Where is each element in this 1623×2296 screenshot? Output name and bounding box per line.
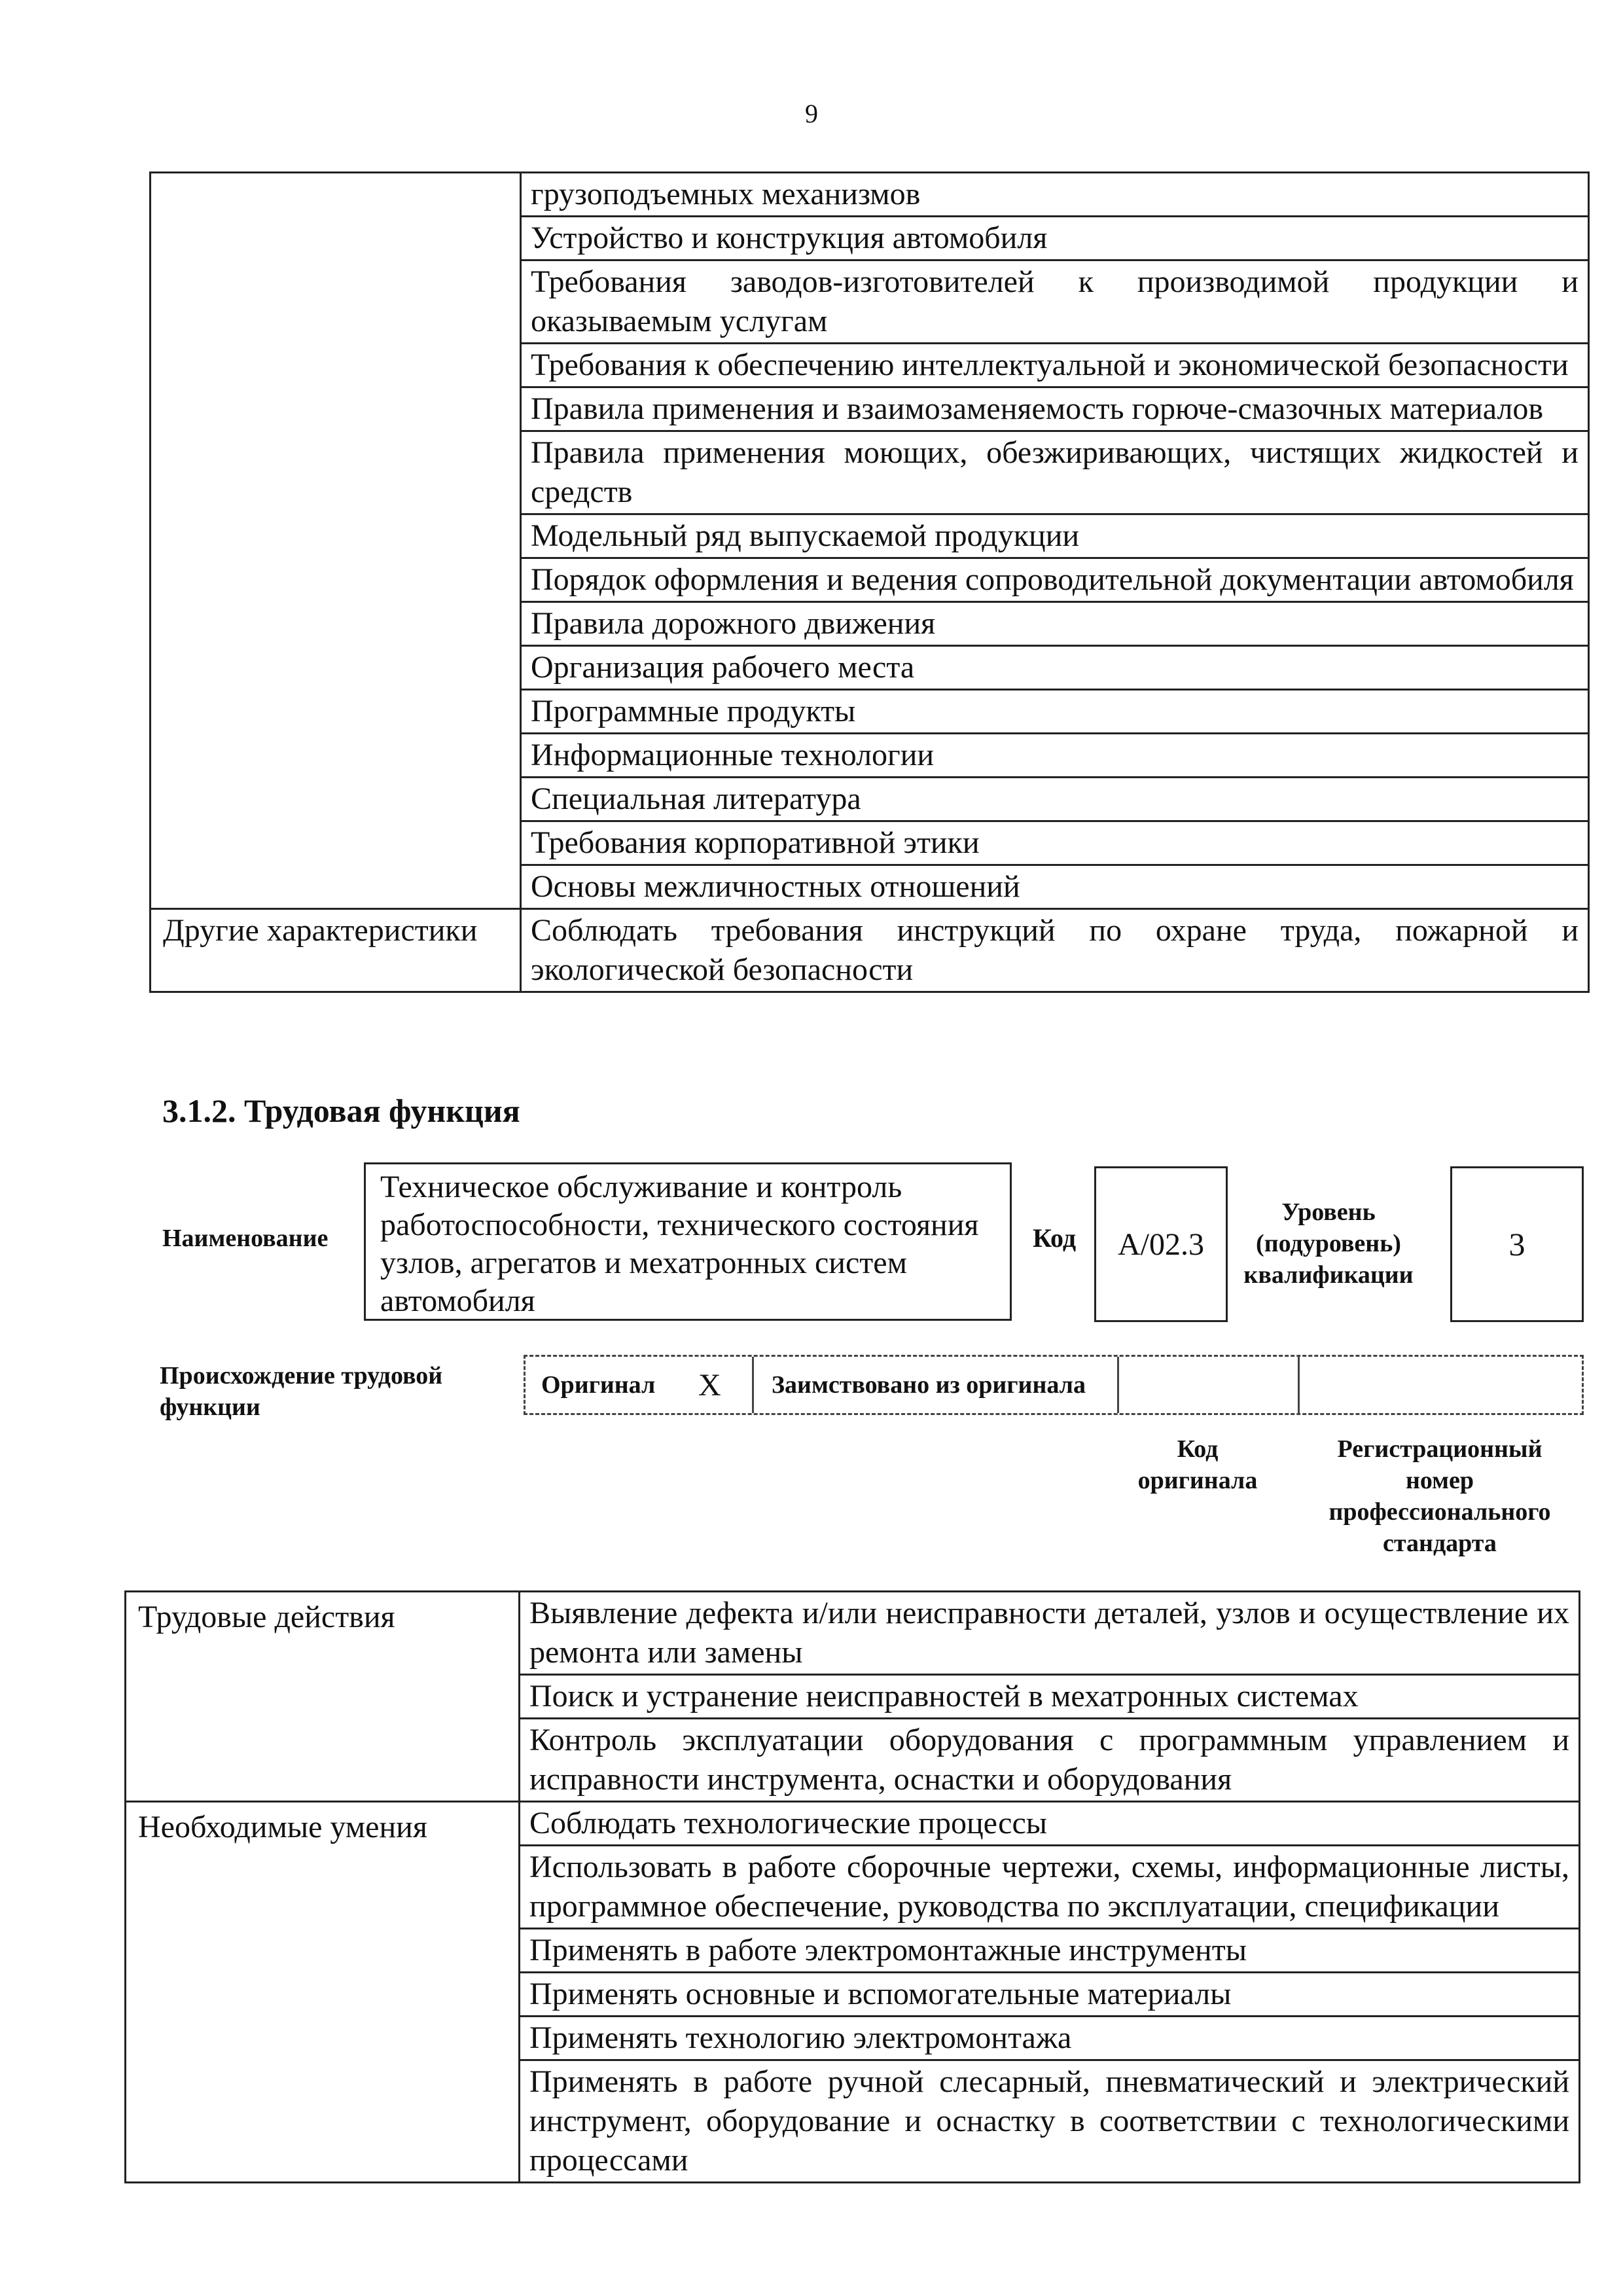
section-title: 3.1.2. Трудовая функция [162, 1092, 520, 1129]
knowledge-item: Правила применения моющих, обезжиривающих, чистящих жидкостей и средств [521, 431, 1589, 514]
function-name-box [364, 1162, 1012, 1321]
skill-item: Применять в работе электромонтажные инструменты [520, 1929, 1580, 1973]
knowledge-item: Информационные технологии [521, 734, 1589, 778]
code-box [1094, 1166, 1228, 1322]
divider [1298, 1357, 1300, 1413]
knowledge-item: Порядок оформления и ведения сопроводительной документации автомобиля [521, 558, 1589, 602]
knowledge-item: Правила дорожного движения [521, 602, 1589, 646]
table-row [151, 173, 1589, 217]
knowledge-table [149, 171, 1590, 993]
origin-row [524, 1355, 1584, 1415]
name-label: Наименование [162, 1225, 329, 1252]
skill-item: Применять основные и вспомогательные материалы [520, 1973, 1580, 2017]
other-characteristics-value: Соблюдать требования инструкций по охране труда, пожарной и экологической безопасности [521, 909, 1589, 992]
skill-item: Соблюдать технологические процессы [520, 1802, 1580, 1846]
knowledge-item: Программные продукты [521, 690, 1589, 734]
knowledge-item: Устройство и конструкция автомобиля [521, 217, 1589, 260]
other-characteristics-label: Другие характеристики [151, 909, 521, 992]
knowledge-item: Требования заводов-изготовителей к производимой продукции и оказываемым услугам [521, 260, 1589, 344]
knowledge-item: Правила применения и взаимозаменяемость горюче-смазочных материалов [521, 387, 1589, 431]
knowledge-item: Требования к обеспечению интеллектуальной и экономической безопасности [521, 344, 1589, 387]
labor-action-item: Поиск и устранение неисправностей в мехатронных системах [520, 1675, 1580, 1719]
skill-item: Применять технологию электромонтажа [520, 2017, 1580, 2060]
knowledge-item: Требования корпоративной этики [521, 821, 1589, 865]
table-row [126, 1592, 1580, 1675]
level-box [1450, 1166, 1584, 1322]
borrowed-label: Заимствовано из оригинала [772, 1371, 1086, 1399]
required-skills-label: Необходимые умения [126, 1802, 520, 2183]
knowledge-label-cell [151, 173, 521, 909]
registration-number-caption: Регистрационный номер профессионального стандарта [1329, 1435, 1551, 1557]
original-mark: X [698, 1367, 721, 1403]
knowledge-item: Организация рабочего места [521, 646, 1589, 690]
level-label: Уровень (подуровень) квалификации [1243, 1198, 1414, 1289]
level-value: 3 [1508, 1226, 1525, 1263]
knowledge-item: Основы межличностных отношений [521, 865, 1589, 909]
labor-actions-label: Трудовые действия [126, 1592, 520, 1802]
knowledge-item: Модельный ряд выпускаемой продукции [521, 514, 1589, 558]
function-name-value: Техническое обслуживание и контроль работоспособности, технического состояния узлов, агрегатов и мехатронных систем автомобиля [380, 1170, 979, 1318]
labor-action-item: Выявление дефекта и/или неисправности деталей, узлов и осуществление их ремонта или замены [520, 1592, 1580, 1675]
original-code-caption: Код оригинала [1137, 1435, 1258, 1494]
table-row [151, 909, 1589, 992]
original-label: Оригинал [541, 1371, 656, 1399]
divider [752, 1357, 754, 1413]
skill-item: Использовать в работе сборочные чертежи, схемы, информационные листы, программное обеспечение, руководства по эксплуатации, спецификации [520, 1846, 1580, 1929]
labor-function-table [124, 1590, 1580, 2183]
skill-item: Применять в работе ручной слесарный, пневматический и электрический инструмент, оборудование и оснастку в соответствии с технологическими процессами [520, 2060, 1580, 2183]
knowledge-item: Специальная литература [521, 778, 1589, 821]
knowledge-item: грузоподъемных механизмов [521, 173, 1589, 217]
table-row [126, 1802, 1580, 1846]
labor-action-item: Контроль эксплуатации оборудования с программным управлением и исправности инструмента, оснастки и оборудования [520, 1719, 1580, 1802]
origin-label: Происхождение трудовой функции [160, 1362, 443, 1421]
divider [1117, 1357, 1119, 1413]
code-label: Код [1033, 1223, 1077, 1253]
code-value: A/02.3 [1118, 1227, 1204, 1262]
page-number: 9 [805, 99, 818, 128]
